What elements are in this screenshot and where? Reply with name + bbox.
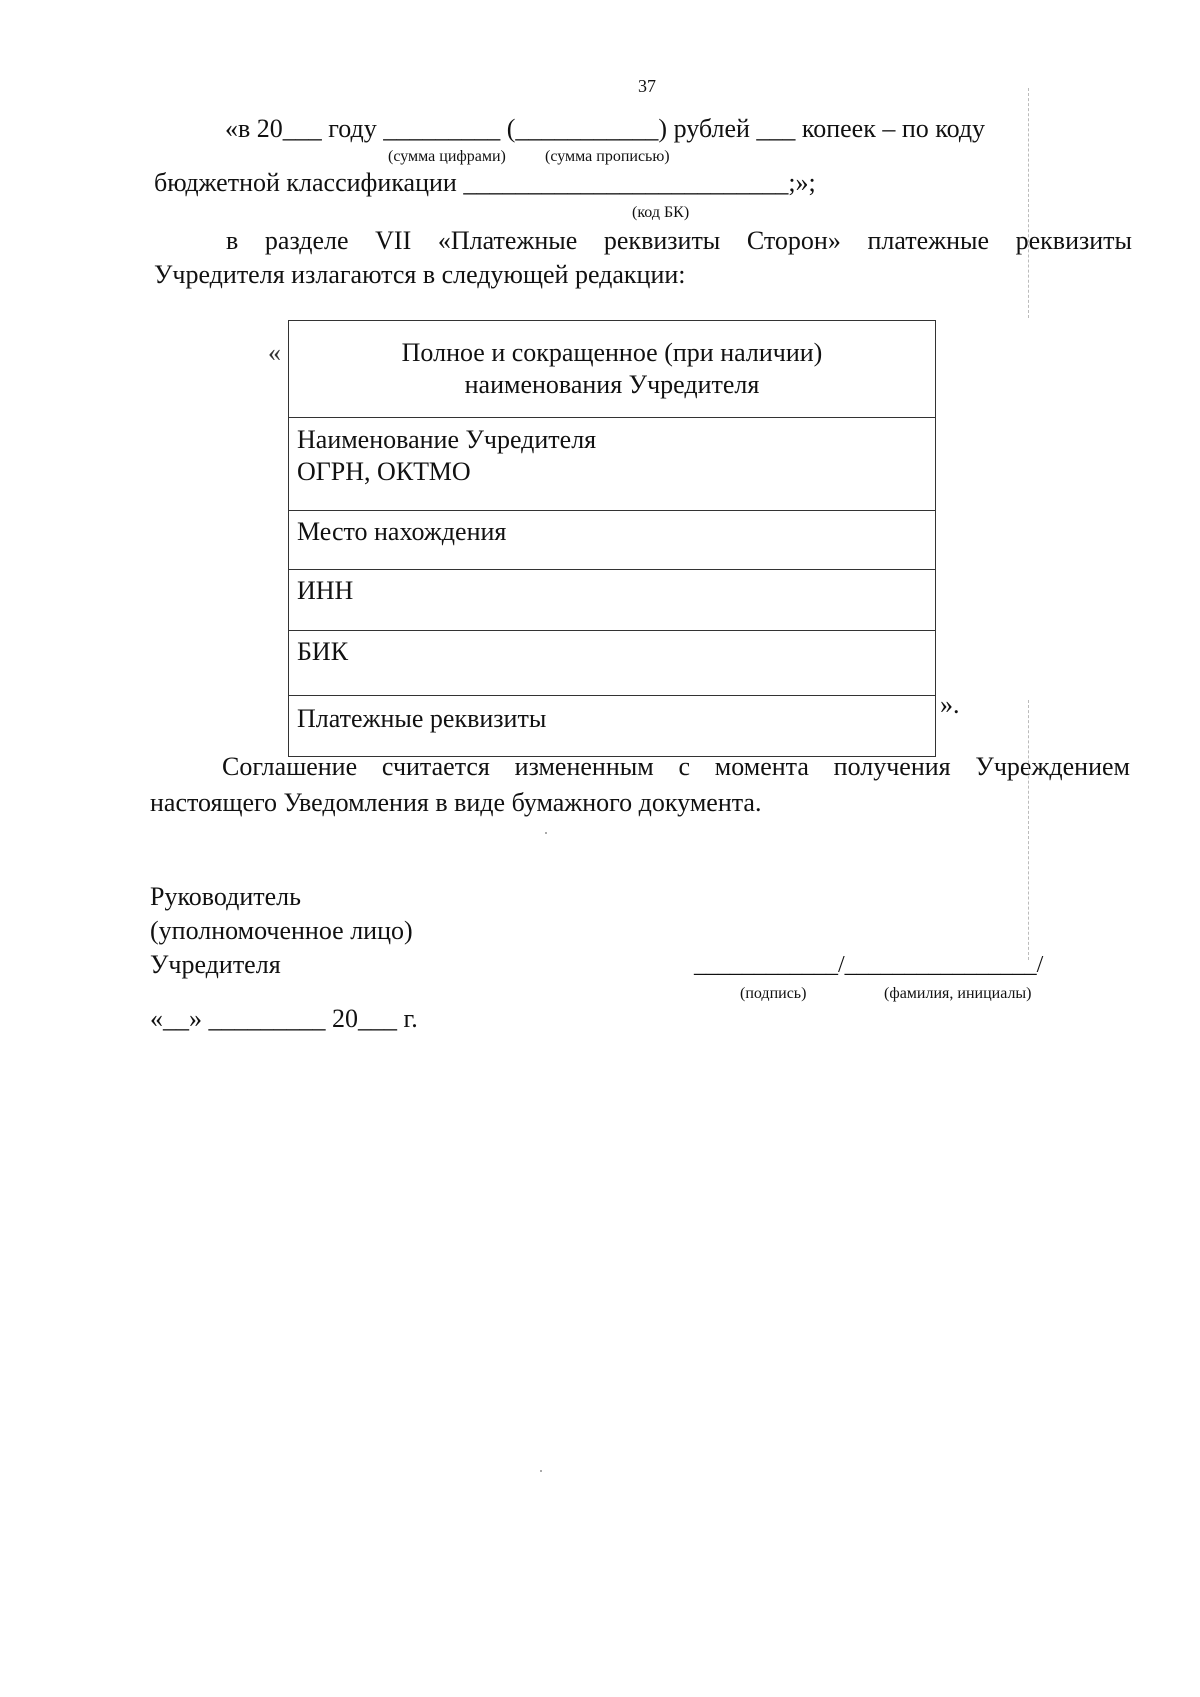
table-row-payment: Платежные реквизиты — [289, 696, 936, 757]
table-row-name-line1: Наименование Учредителя — [297, 425, 597, 454]
table-row-name-line2: ОГРН, ОКТМО — [297, 457, 471, 486]
paragraph-section-vii-line2: Учредителя излагаются в следующей редакции: — [154, 260, 686, 289]
signer-title-line1: Руководитель — [150, 882, 301, 911]
payment-details-table — [288, 320, 936, 757]
paragraph-section-vii-line1: в разделе VII «Платежные реквизиты Сторон» платежные реквизиты — [226, 226, 1132, 255]
quote-open-mark: « — [268, 338, 281, 367]
scan-artifact-dot — [540, 1470, 542, 1472]
caption-full-name: (фамилия, инициалы) — [884, 985, 1032, 1002]
table-header-cell — [289, 321, 936, 418]
budget-classification-line: бюджетной классификации _________________________;»; — [154, 168, 816, 197]
scan-artifact-line — [1028, 88, 1029, 318]
paragraph-amendment-line2: настоящего Уведомления в виде бумажного документа. — [150, 788, 762, 817]
signer-title-line2: (уполномоченное лицо) — [150, 916, 413, 945]
amount-line: «в 20___ году _________ (___________) рублей ___ копеек – по коду — [225, 114, 986, 143]
signature-lines: ____________/________________/ — [694, 952, 1044, 978]
date-line: «__» _________ 20___ г. — [150, 1004, 418, 1033]
caption-bk-code: (код БК) — [632, 204, 690, 221]
scan-artifact-line — [1028, 700, 1029, 960]
table-row-location: Место нахождения — [289, 511, 936, 570]
page-number: 37 — [638, 76, 656, 96]
caption-sum-words: (сумма прописью) — [545, 148, 670, 165]
paragraph-amendment-line1: Соглашение считается измененным с момента получения Учреждением — [222, 752, 1130, 781]
caption-sum-digits: (сумма цифрами) — [388, 148, 506, 165]
table-header-line1: Полное и сокращенное (при наличии) — [401, 338, 823, 367]
table-row-name — [289, 418, 936, 511]
scan-artifact-dot — [545, 832, 547, 834]
table-header-line2: наименования Учредителя — [464, 370, 760, 399]
caption-signature: (подпись) — [740, 985, 807, 1002]
table-row-bik: БИК — [289, 631, 936, 696]
quote-close-mark: ». — [940, 690, 960, 719]
signer-title-line3: Учредителя — [150, 950, 281, 979]
table-row-inn: ИНН — [289, 570, 936, 631]
